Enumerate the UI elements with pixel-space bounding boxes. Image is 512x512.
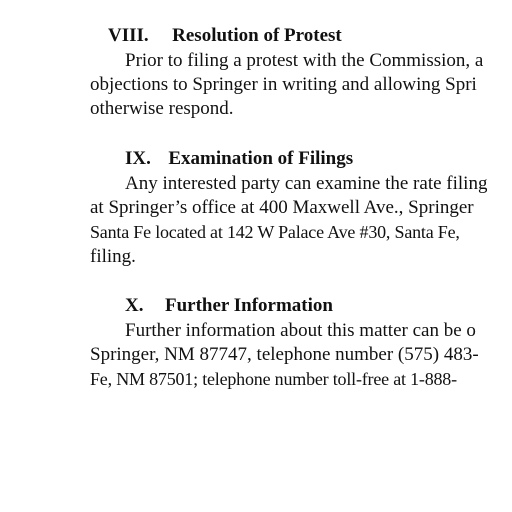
paragraph-line: at Springer’s office at 400 Maxwell Ave., Springer xyxy=(90,197,474,218)
paragraph-line: Springer, NM 87747, telephone number (575) 483- xyxy=(90,344,479,365)
section-number: IX. xyxy=(125,148,151,169)
paragraph-line: otherwise respond. xyxy=(90,98,234,119)
paragraph-line: Prior to filing a protest with the Commission, a xyxy=(125,50,484,71)
paragraph-line: objections to Springer in writing and allowing Spri xyxy=(90,74,477,95)
paragraph-line: Any interested party can examine the rate filing xyxy=(125,173,488,194)
paragraph-line: Further information about this matter can be o xyxy=(125,320,476,341)
paragraph-line: Santa Fe located at 142 W Palace Ave #30, Santa Fe, xyxy=(90,222,460,242)
section-title: Further Information xyxy=(164,295,333,316)
section-heading xyxy=(125,147,353,171)
section-heading xyxy=(125,294,333,318)
section-number: X. xyxy=(125,295,144,316)
section-number: VIII. xyxy=(108,25,149,46)
section-title: Resolution of Protest xyxy=(172,25,342,46)
paragraph-line: filing. xyxy=(90,246,136,267)
section-title: Examination of Filings xyxy=(168,148,354,169)
paragraph-line: Fe, NM 87501; telephone number toll-free at 1-888- xyxy=(90,369,457,389)
section-heading xyxy=(108,24,342,48)
